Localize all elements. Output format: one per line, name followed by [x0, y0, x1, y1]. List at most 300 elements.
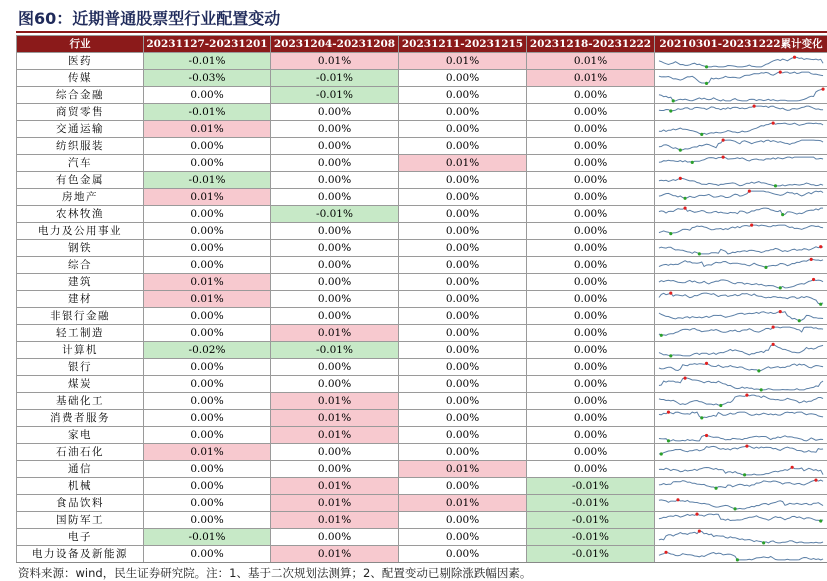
change-cell: 0.00%	[527, 274, 655, 291]
sparkline-path	[659, 247, 823, 254]
change-cell: 0.00%	[399, 240, 527, 257]
sparkline-min-marker	[669, 354, 672, 357]
table-row	[17, 393, 827, 410]
table-row	[17, 223, 827, 240]
table-row	[17, 376, 827, 393]
sparkline-path	[659, 327, 823, 335]
industry-name: 钢铁	[17, 240, 144, 257]
change-cell: 0.00%	[399, 274, 527, 291]
change-cell: 0.00%	[144, 512, 271, 529]
trend-sparkline	[655, 172, 827, 189]
change-cell: 0.01%	[271, 495, 399, 512]
sparkline-path	[659, 446, 823, 454]
trend-sparkline	[655, 359, 827, 376]
trend-sparkline	[655, 274, 827, 291]
sparkline-chart	[657, 53, 825, 69]
change-cell: 0.00%	[271, 308, 399, 325]
change-cell: 0.00%	[271, 172, 399, 189]
industry-name: 建筑	[17, 274, 144, 291]
trend-sparkline	[655, 393, 827, 410]
trend-sparkline	[655, 444, 827, 461]
sparkline-path	[659, 363, 823, 371]
sparkline-max-marker	[814, 479, 817, 482]
header-trend: 20210301-20231222累计变化	[655, 36, 827, 53]
change-cell: 0.00%	[527, 444, 655, 461]
change-cell: 0.01%	[144, 189, 271, 206]
sparkline-path	[659, 106, 823, 111]
sparkline-max-marker	[684, 207, 687, 210]
change-cell: 0.00%	[144, 257, 271, 274]
table-row	[17, 410, 827, 427]
change-cell: 0.00%	[144, 325, 271, 342]
change-cell: -0.01%	[527, 546, 655, 563]
change-cell: 0.00%	[399, 308, 527, 325]
change-cell: 0.00%	[527, 308, 655, 325]
change-cell: 0.00%	[271, 138, 399, 155]
sparkline-path	[659, 514, 823, 521]
sparkline-path	[659, 344, 823, 356]
trend-sparkline	[655, 529, 827, 546]
change-cell: 0.01%	[271, 410, 399, 427]
sparkline-chart	[657, 104, 825, 120]
trend-sparkline	[655, 223, 827, 240]
change-cell: 0.00%	[271, 257, 399, 274]
sparkline-max-marker	[722, 139, 725, 142]
source-footnote: 资料来源：wind，民生证券研究院。注：1、基于二次规划法测算；2、配置变动已剔除涨跌幅因素。	[18, 566, 532, 580]
sparkline-chart	[657, 427, 825, 443]
sparkline-path	[659, 72, 823, 83]
change-cell: 0.00%	[271, 121, 399, 138]
sparkline-max-marker	[745, 394, 748, 397]
change-cell: 0.00%	[271, 291, 399, 308]
change-cell: 0.01%	[144, 121, 271, 138]
industry-name: 医药	[17, 53, 144, 70]
table-row	[17, 70, 827, 87]
trend-sparkline	[655, 138, 827, 155]
industry-name: 食品饮料	[17, 495, 144, 512]
change-cell: 0.01%	[271, 53, 399, 70]
sparkline-chart	[657, 376, 825, 392]
sparkline-min-marker	[762, 541, 765, 544]
sparkline-min-marker	[700, 416, 703, 419]
industry-name: 传媒	[17, 70, 144, 87]
change-cell: 0.00%	[527, 427, 655, 444]
change-cell: 0.00%	[144, 240, 271, 257]
sparkline-path	[659, 280, 823, 288]
sparkline-min-marker	[705, 82, 708, 85]
sparkline-chart	[657, 87, 825, 103]
sparkline-max-marker	[822, 88, 825, 91]
change-cell: 0.01%	[399, 461, 527, 478]
sparkline-chart	[657, 478, 825, 494]
change-cell: 0.00%	[399, 223, 527, 240]
sparkline-chart	[657, 274, 825, 290]
sparkline-chart	[657, 257, 825, 273]
industry-name: 电力设备及新能源	[17, 546, 144, 563]
sparkline-max-marker	[664, 551, 667, 554]
change-cell: -0.01%	[271, 70, 399, 87]
sparkline-path	[659, 312, 823, 321]
sparkline-path	[659, 89, 823, 101]
trend-sparkline	[655, 155, 827, 172]
change-cell: 0.01%	[144, 274, 271, 291]
table-row	[17, 121, 827, 138]
industry-name: 国防军工	[17, 512, 144, 529]
sparkline-min-marker	[757, 369, 760, 372]
sparkline-min-marker	[691, 161, 694, 164]
sparkline-min-marker	[781, 213, 784, 216]
trend-sparkline	[655, 240, 827, 257]
sparkline-max-marker	[705, 362, 708, 365]
table-row	[17, 104, 827, 121]
sparkline-max-marker	[676, 498, 679, 501]
industry-name: 石油石化	[17, 444, 144, 461]
change-cell: 0.01%	[271, 325, 399, 342]
industry-name: 消费者服务	[17, 410, 144, 427]
change-cell: 0.00%	[144, 138, 271, 155]
table-row	[17, 529, 827, 546]
change-cell: 0.00%	[527, 376, 655, 393]
table-row	[17, 427, 827, 444]
change-cell: 0.01%	[399, 155, 527, 172]
sparkline-chart	[657, 342, 825, 358]
trend-sparkline	[655, 104, 827, 121]
trend-sparkline	[655, 206, 827, 223]
change-cell: 0.00%	[527, 121, 655, 138]
change-cell: 0.00%	[271, 444, 399, 461]
sparkline-path	[659, 157, 823, 162]
sparkline-max-marker	[793, 56, 796, 59]
change-cell: -0.01%	[144, 53, 271, 70]
sparkline-min-marker	[684, 197, 687, 200]
change-cell: 0.00%	[144, 206, 271, 223]
sparkline-max-marker	[753, 105, 756, 108]
sparkline-path	[659, 436, 823, 441]
sparkline-max-marker	[684, 377, 687, 380]
header-industry: 行业	[17, 36, 144, 53]
sparkline-path	[659, 225, 823, 234]
industry-name: 银行	[17, 359, 144, 376]
change-cell: 0.00%	[144, 478, 271, 495]
trend-sparkline	[655, 410, 827, 427]
change-cell: 0.00%	[271, 223, 399, 240]
change-cell: 0.00%	[527, 189, 655, 206]
change-cell: 0.00%	[144, 393, 271, 410]
change-cell: 0.01%	[271, 478, 399, 495]
sparkline-max-marker	[750, 224, 753, 227]
change-cell: 0.00%	[144, 308, 271, 325]
change-cell: -0.01%	[144, 104, 271, 121]
table-row	[17, 172, 827, 189]
change-cell: 0.00%	[271, 359, 399, 376]
sparkline-chart	[657, 410, 825, 426]
trend-sparkline	[655, 495, 827, 512]
change-cell: 0.00%	[527, 206, 655, 223]
table-row	[17, 461, 827, 478]
industry-name: 基础化工	[17, 393, 144, 410]
sparkline-path	[659, 500, 823, 509]
sparkline-max-marker	[772, 326, 775, 329]
sparkline-max-marker	[669, 292, 672, 295]
title-rule	[16, 31, 827, 33]
sparkline-path	[659, 178, 823, 186]
table-body	[17, 53, 827, 563]
sparkline-min-marker	[700, 133, 703, 136]
sparkline-min-marker	[669, 109, 672, 112]
trend-sparkline	[655, 512, 827, 529]
sparkline-max-marker	[819, 245, 822, 248]
trend-sparkline	[655, 478, 827, 495]
trend-sparkline	[655, 461, 827, 478]
change-cell: -0.01%	[144, 172, 271, 189]
sparkline-chart	[657, 206, 825, 222]
change-cell: 0.00%	[527, 359, 655, 376]
sparkline-chart	[657, 529, 825, 545]
change-cell: 0.00%	[399, 512, 527, 529]
table-row	[17, 240, 827, 257]
change-cell: 0.00%	[527, 461, 655, 478]
sparkline-path	[659, 412, 823, 418]
header-row	[17, 36, 827, 53]
sparkline-min-marker	[774, 184, 777, 187]
sparkline-max-marker	[779, 71, 782, 74]
change-cell: 0.00%	[144, 546, 271, 563]
sparkline-path	[659, 123, 823, 134]
trend-sparkline	[655, 70, 827, 87]
change-cell: -0.01%	[527, 495, 655, 512]
sparkline-chart	[657, 223, 825, 239]
industry-name: 有色金属	[17, 172, 144, 189]
sparkline-min-marker	[819, 519, 822, 522]
change-cell: 0.00%	[399, 410, 527, 427]
change-cell: 0.00%	[399, 189, 527, 206]
change-cell: 0.00%	[527, 325, 655, 342]
table-row	[17, 444, 827, 461]
industry-name: 电子	[17, 529, 144, 546]
table-row	[17, 291, 827, 308]
change-cell: 0.00%	[527, 223, 655, 240]
sparkline-min-marker	[760, 388, 763, 391]
sparkline-path	[659, 208, 823, 215]
sparkline-chart	[657, 495, 825, 511]
sparkline-min-marker	[743, 473, 746, 476]
industry-name: 综合金融	[17, 87, 144, 104]
change-cell: 0.00%	[527, 172, 655, 189]
sparkline-min-marker	[705, 65, 708, 68]
change-cell: 0.00%	[144, 87, 271, 104]
industry-name: 商贸零售	[17, 104, 144, 121]
change-cell: 0.00%	[399, 138, 527, 155]
change-cell: 0.00%	[144, 376, 271, 393]
sparkline-max-marker	[705, 434, 708, 437]
change-cell: 0.00%	[399, 393, 527, 410]
table-row	[17, 342, 827, 359]
sparkline-path	[659, 395, 823, 405]
change-cell: 0.00%	[271, 274, 399, 291]
sparkline-path	[659, 552, 823, 560]
table-row	[17, 155, 827, 172]
change-cell: 0.00%	[399, 376, 527, 393]
sparkline-min-marker	[698, 252, 701, 255]
change-cell: 0.00%	[527, 410, 655, 427]
sparkline-min-marker	[667, 439, 670, 442]
table-row	[17, 206, 827, 223]
change-cell: -0.02%	[144, 342, 271, 359]
header-period-2: 20231204-20231208	[271, 36, 399, 53]
sparkline-chart	[657, 240, 825, 256]
change-cell: 0.01%	[527, 53, 655, 70]
change-cell: -0.01%	[527, 529, 655, 546]
trend-sparkline	[655, 87, 827, 104]
change-cell: 0.00%	[144, 155, 271, 172]
sparkline-min-marker	[660, 334, 663, 337]
sparkline-chart	[657, 325, 825, 341]
bottom-rule	[16, 562, 827, 563]
trend-sparkline	[655, 546, 827, 563]
sparkline-chart	[657, 393, 825, 409]
sparkline-path	[659, 191, 823, 198]
sparkline-path	[659, 531, 823, 543]
change-cell: 0.01%	[399, 53, 527, 70]
sparkline-min-marker	[714, 487, 717, 490]
table-row	[17, 87, 827, 104]
industry-name: 机械	[17, 478, 144, 495]
table-row	[17, 53, 827, 70]
change-cell: 0.01%	[271, 546, 399, 563]
change-cell: 0.00%	[399, 444, 527, 461]
sparkline-chart	[657, 461, 825, 477]
industry-name: 电力及公用事业	[17, 223, 144, 240]
trend-sparkline	[655, 291, 827, 308]
change-cell: 0.00%	[399, 529, 527, 546]
sparkline-max-marker	[779, 310, 782, 313]
sparkline-chart	[657, 546, 825, 562]
change-cell: 0.01%	[144, 291, 271, 308]
sparkline-min-marker	[764, 266, 767, 269]
industry-name: 纺织服装	[17, 138, 144, 155]
header-period-4: 20231218-20231222	[527, 36, 655, 53]
trend-sparkline	[655, 342, 827, 359]
sparkline-max-marker	[695, 513, 698, 516]
sparkline-min-marker	[734, 507, 737, 510]
trend-sparkline	[655, 308, 827, 325]
industry-name: 家电	[17, 427, 144, 444]
trend-sparkline	[655, 121, 827, 138]
table-row	[17, 359, 827, 376]
sparkline-max-marker	[772, 122, 775, 125]
change-cell: 0.00%	[527, 155, 655, 172]
change-cell: 0.00%	[399, 291, 527, 308]
change-cell: 0.00%	[527, 342, 655, 359]
change-cell: -0.01%	[271, 87, 399, 104]
change-cell: 0.00%	[144, 495, 271, 512]
sparkline-chart	[657, 138, 825, 154]
header-period-1: 20231127-20231201	[144, 36, 271, 53]
sparkline-min-marker	[819, 303, 822, 306]
change-cell: 0.00%	[271, 529, 399, 546]
change-cell: 0.00%	[144, 359, 271, 376]
sparkline-path	[659, 140, 823, 150]
sparkline-chart	[657, 308, 825, 324]
industry-name: 农林牧渔	[17, 206, 144, 223]
sparkline-max-marker	[772, 343, 775, 346]
sparkline-chart	[657, 121, 825, 137]
change-cell: 0.00%	[271, 155, 399, 172]
sparkline-path	[659, 467, 823, 475]
change-cell: 0.00%	[144, 461, 271, 478]
change-cell: 0.00%	[399, 172, 527, 189]
sparkline-chart	[657, 444, 825, 460]
table-row	[17, 325, 827, 342]
sparkline-path	[659, 57, 823, 67]
change-cell: 0.00%	[399, 325, 527, 342]
sparkline-max-marker	[679, 177, 682, 180]
sparkline-chart	[657, 172, 825, 188]
table-row	[17, 257, 827, 274]
change-cell: 0.00%	[399, 546, 527, 563]
table-row	[17, 512, 827, 529]
sparkline-chart	[657, 512, 825, 528]
sparkline-max-marker	[722, 156, 725, 159]
trend-sparkline	[655, 53, 827, 70]
sparkline-chart	[657, 189, 825, 205]
trend-sparkline	[655, 189, 827, 206]
change-cell: 0.00%	[144, 410, 271, 427]
trend-sparkline	[655, 427, 827, 444]
change-cell: 0.00%	[399, 206, 527, 223]
industry-name: 非银行金融	[17, 308, 144, 325]
trend-sparkline	[655, 325, 827, 342]
change-cell: 0.00%	[399, 87, 527, 104]
sparkline-min-marker	[669, 232, 672, 235]
change-cell: 0.00%	[527, 138, 655, 155]
industry-name: 计算机	[17, 342, 144, 359]
change-cell: 0.00%	[527, 257, 655, 274]
sparkline-max-marker	[745, 445, 748, 448]
figure-title: 图60：近期普通股票型行业配置变动	[18, 9, 281, 28]
change-cell: 0.00%	[399, 427, 527, 444]
change-cell: 0.00%	[527, 240, 655, 257]
change-cell: 0.00%	[271, 461, 399, 478]
sparkline-chart	[657, 291, 825, 307]
sparkline-min-marker	[719, 404, 722, 407]
change-cell: 0.01%	[399, 495, 527, 512]
sparkline-path	[659, 293, 823, 304]
change-cell: 0.00%	[527, 291, 655, 308]
header-period-3: 20231211-20231215	[399, 36, 527, 53]
sparkline-path	[659, 378, 823, 390]
change-cell: 0.00%	[527, 104, 655, 121]
change-cell: 0.01%	[527, 70, 655, 87]
industry-name: 综合	[17, 257, 144, 274]
change-cell: 0.00%	[399, 121, 527, 138]
change-cell: 0.00%	[271, 240, 399, 257]
industry-name: 房地产	[17, 189, 144, 206]
industry-name: 轻工制造	[17, 325, 144, 342]
sparkline-max-marker	[810, 258, 813, 261]
change-cell: 0.00%	[399, 257, 527, 274]
sparkline-max-marker	[698, 530, 701, 533]
sparkline-chart	[657, 359, 825, 375]
sparkline-path	[659, 259, 823, 267]
table-row	[17, 495, 827, 512]
sparkline-max-marker	[791, 466, 794, 469]
trend-sparkline	[655, 257, 827, 274]
industry-name: 煤炭	[17, 376, 144, 393]
change-cell: 0.01%	[271, 427, 399, 444]
sparkline-min-marker	[779, 286, 782, 289]
table-row	[17, 308, 827, 325]
